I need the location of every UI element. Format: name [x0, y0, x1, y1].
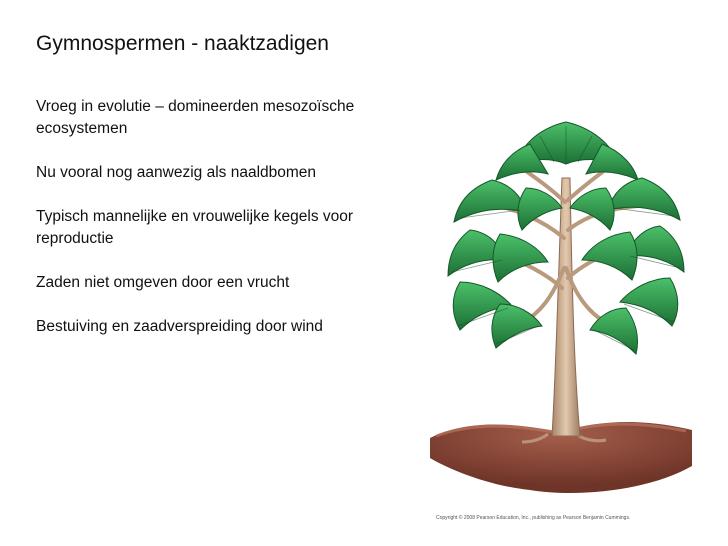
bullet-list — [36, 96, 426, 360]
bullet-item: Bestuiving en zaadverspreiding door wind — [36, 318, 323, 335]
bullet-item: Typisch mannelijke en vrouwelijke kegels voor reproductie — [36, 208, 354, 247]
slide-title: Gymnospermen - naaktzadigen — [36, 32, 329, 55]
bullet-item: Vroeg in evolutie – domineerden mesozoïsche ecosystemen — [36, 98, 355, 137]
conifer-tree-icon — [430, 118, 692, 498]
bullet-item: Zaden niet omgeven door een vrucht — [36, 274, 290, 291]
copyright-notice: Copyright © 2008 Pearson Education, Inc., publishing as Pearson Benjamin Cummings. — [436, 515, 631, 521]
bullet-item: Nu vooral nog aanwezig als naaldbomen — [36, 164, 317, 181]
